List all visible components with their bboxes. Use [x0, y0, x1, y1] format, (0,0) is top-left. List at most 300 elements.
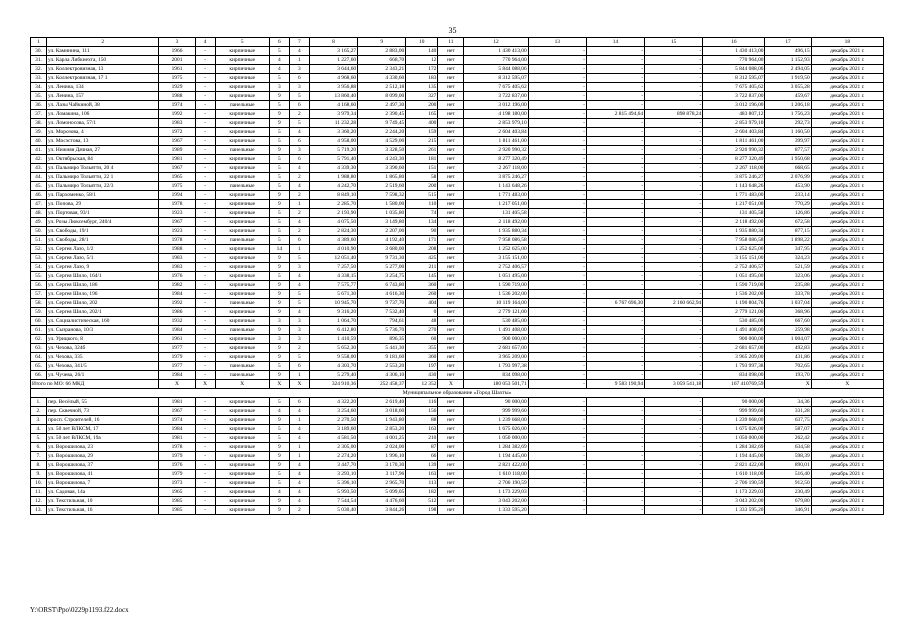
table-cell: - — [195, 398, 215, 407]
table-cell: 1 173 229,03 — [464, 488, 528, 497]
table-cell: ул. Карла Либкнехта, 150 — [47, 56, 159, 65]
table-cell: 2 267 118,00 — [703, 164, 765, 173]
table-cell: - — [528, 128, 586, 137]
table-cell: 702,65 — [765, 362, 811, 371]
table-cell: кирпичные — [215, 110, 269, 119]
table-cell: - — [195, 425, 215, 434]
table-cell: - — [645, 308, 703, 317]
table-cell: 1 771 483,00 — [703, 191, 765, 200]
table-cell: - — [586, 317, 644, 326]
table-cell: 3 844,26 — [358, 506, 406, 515]
table-cell: - — [195, 479, 215, 488]
table-cell: - — [645, 290, 703, 299]
table-cell: - — [528, 497, 586, 506]
table-cell: 10 — [406, 38, 438, 47]
table-cell: 430 — [406, 371, 438, 380]
table-cell: нет — [438, 164, 464, 173]
table-cell: 9 — [269, 299, 289, 308]
table-cell: 9 — [269, 110, 289, 119]
table-cell: панельные — [215, 101, 269, 110]
table-cell: нет — [438, 182, 464, 191]
table-cell: - — [195, 47, 215, 56]
table-cell: 770 964,00 — [703, 56, 765, 65]
table-cell: - — [586, 164, 644, 173]
table-cell: 1 996,10 — [358, 452, 406, 461]
table-cell: 4 192,40 — [358, 236, 406, 245]
table-cell: 1 050 000,00 — [703, 434, 765, 443]
table-cell: 4 — [289, 164, 309, 173]
table-row — [31, 254, 884, 263]
table-cell: - — [195, 110, 215, 119]
table-cell: X — [811, 380, 883, 389]
table-cell: ул. Ломакина, 106 — [47, 110, 159, 119]
table-cell: 39. — [31, 128, 47, 137]
table-cell: ул. Сергея Шило, 186 — [47, 281, 159, 290]
table-row — [31, 164, 884, 173]
table-cell: 0 — [406, 308, 438, 317]
table-cell: 74 — [406, 209, 438, 218]
table-cell: ул. Чехова, 335 — [47, 353, 159, 362]
table-cell: ул. Сергея Лазо, 1/2 — [47, 245, 159, 254]
table-cell: X — [195, 380, 215, 389]
table-cell: 34. — [31, 83, 47, 92]
municipal-section-header — [31, 389, 884, 398]
table-cell: кирпичные — [215, 74, 269, 83]
table-cell: - — [645, 335, 703, 344]
table-cell: 1 943,80 — [358, 416, 406, 425]
page-number: 35 — [448, 26, 457, 35]
table-cell: 9 731,30 — [358, 254, 406, 263]
table-cell: 4 338,15 — [309, 272, 357, 281]
table-cell: X — [215, 380, 269, 389]
table-cell: - — [586, 335, 644, 344]
table-cell: - — [586, 308, 644, 317]
table-cell: ул. Чучева, 26/1 — [47, 371, 159, 380]
table-cell: декабрь 2021 г. — [811, 461, 883, 470]
table-cell: 4 — [289, 407, 309, 416]
table-cell: 1929 — [159, 83, 195, 92]
table-cell: 9 — [269, 353, 289, 362]
table-cell: 45. — [31, 182, 47, 191]
table-cell: 2 193,90 — [309, 209, 357, 218]
table-row — [31, 299, 884, 308]
table-cell: 1 536 202,00 — [464, 290, 528, 299]
table-cell: нет — [438, 443, 464, 452]
table-cell: - — [528, 263, 586, 272]
table-cell: - — [528, 281, 586, 290]
table-cell: 3 012 196,00 — [703, 101, 765, 110]
table-cell: 32. — [31, 65, 47, 74]
table-cell: - — [645, 416, 703, 425]
table-cell: ул. Сергея Шило, 196 — [47, 290, 159, 299]
table-cell: - — [195, 335, 215, 344]
table-cell: 7 544,54 — [309, 497, 357, 506]
table-cell: 1 — [289, 452, 309, 461]
table-cell: 1984 — [159, 290, 195, 299]
table-cell: X — [289, 380, 309, 389]
table-cell: 9 — [269, 191, 289, 200]
table-cell: 60 — [406, 335, 438, 344]
table-cell: декабрь 2021 г. — [811, 254, 883, 263]
table-cell: 159 — [406, 128, 438, 137]
table-cell: - — [195, 245, 215, 254]
table-cell: 8 099,00 — [358, 92, 406, 101]
table-cell: нет — [438, 335, 464, 344]
table-row — [31, 236, 884, 245]
table-cell: 44. — [31, 173, 47, 182]
table-cell: 3 155 151,00 — [464, 254, 528, 263]
table-cell: кирпичные — [215, 353, 269, 362]
table-cell: 6 — [289, 362, 309, 371]
table-cell: декабрь 2021 г. — [811, 110, 883, 119]
table-cell: декабрь 2021 г. — [811, 245, 883, 254]
table-cell: декабрь 2021 г. — [811, 47, 883, 56]
table-cell: - — [195, 146, 215, 155]
table-cell: декабрь 2021 г. — [811, 74, 883, 83]
table-cell: 4 — [289, 218, 309, 227]
table-cell: декабрь 2021 г. — [811, 263, 883, 272]
table-row — [31, 416, 884, 425]
table-cell: нет — [438, 254, 464, 263]
table-cell: - — [586, 119, 644, 128]
table-cell: X — [438, 380, 464, 389]
table-cell: 9 — [269, 443, 289, 452]
table-cell: нет — [438, 317, 464, 326]
total-row — [31, 380, 884, 389]
table-cell: 3 254,60 — [309, 407, 357, 416]
table-cell: 5 652,30 — [309, 344, 357, 353]
table-cell: 43. — [31, 164, 47, 173]
table-cell: 1 580,00 — [358, 200, 406, 209]
table-cell: 1 410,59 — [309, 335, 357, 344]
table-cell: 1992 — [159, 299, 195, 308]
table-cell: кирпичные — [215, 263, 269, 272]
table-cell: - — [195, 155, 215, 164]
table-cell: 200 — [406, 101, 438, 110]
table-cell: - — [195, 443, 215, 452]
table-cell: 7. — [31, 452, 47, 461]
table-cell: 5 — [269, 137, 289, 146]
table-row — [31, 425, 884, 434]
table-cell: - — [645, 182, 703, 191]
table-cell: 181 — [406, 155, 438, 164]
table-cell: нет — [438, 308, 464, 317]
table-cell: 200 — [406, 182, 438, 191]
table-cell: 1983 — [159, 254, 195, 263]
table-cell: - — [645, 137, 703, 146]
table-cell: нет — [438, 227, 464, 236]
table-cell: 167 410769,59 — [703, 380, 765, 389]
table-cell: 61. — [31, 326, 47, 335]
table-cell: кирпичные — [215, 425, 269, 434]
table-cell: 5 — [269, 272, 289, 281]
table-cell: кирпичные — [215, 155, 269, 164]
table-cell: 1977 — [159, 362, 195, 371]
table-cell: нет — [438, 83, 464, 92]
table-cell: декабрь 2021 г. — [811, 506, 883, 515]
table-cell: 2 494,05 — [765, 65, 811, 74]
table-cell: панельные — [215, 236, 269, 245]
table-cell: 215 — [406, 137, 438, 146]
table-cell: ул. Нижняя Дачная, 27 — [47, 146, 159, 155]
table-cell: 1984 — [159, 326, 195, 335]
table-cell: - — [195, 173, 215, 182]
table-cell: 668,65 — [765, 164, 811, 173]
table-cell: ул. Сызранова, 10/3 — [47, 326, 159, 335]
table-cell: 3 360,20 — [309, 128, 357, 137]
table-cell: 1 935 880,34 — [464, 227, 528, 236]
table-cell: 1977 — [159, 344, 195, 353]
table-cell: 208 — [406, 245, 438, 254]
table-row — [31, 83, 884, 92]
table-cell: 890,01 — [765, 461, 811, 470]
table-cell: 431,86 — [765, 353, 811, 362]
table-cell: 9 — [269, 92, 289, 101]
table-cell: декабрь 2021 г. — [811, 434, 883, 443]
table-cell: кирпичные — [215, 443, 269, 452]
table-cell: нет — [438, 173, 464, 182]
table-cell: 400 — [406, 119, 438, 128]
table-cell: - — [528, 362, 586, 371]
table-cell: - — [195, 362, 215, 371]
table-cell: - — [586, 497, 644, 506]
table-row — [31, 65, 884, 74]
table-cell: - — [586, 272, 644, 281]
table-cell: кирпичные — [215, 245, 269, 254]
table-cell: 88 — [406, 416, 438, 425]
table-cell: X — [269, 380, 289, 389]
table-cell: - — [645, 92, 703, 101]
table-cell: 668,70 — [358, 56, 406, 65]
table-cell: - — [586, 65, 644, 74]
table-cell: нет — [438, 407, 464, 416]
table-cell: 31. — [31, 56, 47, 65]
table-cell: 1 152,93 — [765, 56, 811, 65]
table-cell: 1973 — [159, 479, 195, 488]
table-cell: нет — [438, 209, 464, 218]
table-cell: - — [586, 146, 644, 155]
table-cell: ул. Попова, 29 — [47, 200, 159, 209]
table-cell: - — [195, 92, 215, 101]
table-cell: 4 — [269, 65, 289, 74]
table-cell: - — [645, 506, 703, 515]
table-cell: нет — [438, 416, 464, 425]
table-cell: декабрь 2021 г. — [811, 290, 883, 299]
table-cell: 5 993,50 — [309, 488, 357, 497]
table-cell: 2 118 492,00 — [464, 218, 528, 227]
table-cell: 3 043 202,00 — [703, 497, 765, 506]
table-cell: 5 719,20 — [309, 146, 357, 155]
table-cell: 1 536 202,00 — [703, 290, 765, 299]
table-cell: декабрь 2021 г. — [811, 443, 883, 452]
table-row — [31, 182, 884, 191]
table-cell: 587,07 — [765, 425, 811, 434]
table-cell: 1 050 000,00 — [464, 434, 528, 443]
table-cell: 3 390,60 — [358, 164, 406, 173]
table-cell: нет — [438, 92, 464, 101]
table-cell: декабрь 2021 г. — [811, 335, 883, 344]
table-cell: - — [586, 227, 644, 236]
table-cell: декабрь 2021 г. — [811, 200, 883, 209]
table-cell: - — [645, 344, 703, 353]
table-cell: 770,29 — [765, 200, 811, 209]
table-cell: декабрь 2021 г. — [811, 497, 883, 506]
table-cell: 15 — [645, 38, 703, 47]
table-cell: нет — [438, 146, 464, 155]
table-cell: - — [528, 254, 586, 263]
table-row — [31, 227, 884, 236]
table-cell: 1 491 408,00 — [703, 326, 765, 335]
table-cell: 3 — [269, 317, 289, 326]
table-cell: 7 675 405,62 — [464, 83, 528, 92]
table-cell: 135 — [406, 83, 438, 92]
table-cell: - — [645, 245, 703, 254]
table-cell: ул. Коллектровизная, 13 — [47, 65, 159, 74]
table-cell: 4 243,30 — [358, 155, 406, 164]
table-cell: нет — [438, 326, 464, 335]
table-cell: 30. — [31, 47, 47, 56]
table-cell: 2 274,20 — [309, 452, 357, 461]
table-cell: ул. Пальмиро Тольятти, 22/3 — [47, 182, 159, 191]
table-cell: декабрь 2021 г. — [811, 479, 883, 488]
table-cell: 5 — [269, 74, 289, 83]
table-cell: 3 189,60 — [309, 425, 357, 434]
table-cell: - — [645, 254, 703, 263]
table-cell: 637,75 — [765, 416, 811, 425]
table-cell: - — [528, 425, 586, 434]
table-cell: 5 — [269, 182, 289, 191]
table-cell: 1 173 229,03 — [703, 488, 765, 497]
table-cell: 1932 — [159, 317, 195, 326]
table-cell: 667,60 — [765, 317, 811, 326]
table-cell: 9 — [269, 254, 289, 263]
table-cell: панельные — [215, 371, 269, 380]
table-cell: 515 — [406, 191, 438, 200]
table-cell: - — [528, 92, 586, 101]
table-cell: 134 — [406, 218, 438, 227]
table-row — [31, 443, 884, 452]
table-cell: 50. — [31, 227, 47, 236]
table-cell: 3 — [289, 65, 309, 74]
table-cell: - — [195, 236, 215, 245]
table-cell: 140 — [406, 47, 438, 56]
table-cell: нет — [438, 506, 464, 515]
table-cell: 877,57 — [765, 146, 811, 155]
table-cell: - — [645, 227, 703, 236]
table-cell: 1975 — [159, 74, 195, 83]
table-cell: 9 — [269, 452, 289, 461]
table-cell: - — [528, 101, 586, 110]
table-cell: 9 181,60 — [358, 353, 406, 362]
table-cell: 324,23 — [765, 254, 811, 263]
table-cell: кирпичные — [215, 281, 269, 290]
table-cell: - — [645, 128, 703, 137]
table-cell: 90 000,00 — [703, 398, 765, 407]
table-cell: - — [586, 443, 644, 452]
table-cell: панельные — [215, 182, 269, 191]
table-cell: 35. — [31, 92, 47, 101]
table-cell: 5 — [269, 173, 289, 182]
table-cell: 5 — [269, 128, 289, 137]
table-cell: - — [586, 344, 644, 353]
table-cell: 12 — [406, 56, 438, 65]
table-cell: 1978 — [159, 443, 195, 452]
table-cell: 1 590 719,00 — [464, 281, 528, 290]
table-cell: 4 330,60 — [358, 74, 406, 83]
table-cell: 2 — [289, 227, 309, 236]
table-cell: 34,36 — [765, 398, 811, 407]
table-cell: 11 232,28 — [309, 119, 357, 128]
table-cell: 2 270,50 — [309, 416, 357, 425]
table-cell: 230,49 — [765, 488, 811, 497]
table-cell: - — [195, 326, 215, 335]
table-row — [31, 317, 884, 326]
table-cell: 8. — [31, 461, 47, 470]
table-cell: 1 190 804,76 — [703, 299, 765, 308]
table-row — [31, 47, 884, 56]
table-cell: - — [586, 407, 644, 416]
table-cell: - — [586, 200, 644, 209]
table-cell: 7 532,40 — [358, 308, 406, 317]
table-cell: 8 849,10 — [309, 191, 357, 200]
table-cell: 3 979,34 — [309, 110, 357, 119]
table-cell: 1 — [289, 200, 309, 209]
table-cell: 10 119 164,00 — [464, 299, 528, 308]
table-cell: 1961 — [159, 65, 195, 74]
table-cell: 3 043 202,00 — [464, 497, 528, 506]
table-cell: 1975 — [159, 182, 195, 191]
table-cell: 4 168,60 — [309, 101, 357, 110]
table-cell: 12. — [31, 497, 47, 506]
table-cell: декабрь 2021 г. — [811, 83, 883, 92]
table-cell: 5 844 088,06 — [464, 65, 528, 74]
table-cell: 5. — [31, 434, 47, 443]
table-cell: декабрь 2021 г. — [811, 407, 883, 416]
table-row — [31, 56, 884, 65]
table-cell: 1 — [31, 38, 47, 47]
table-cell: 4 075,50 — [309, 218, 357, 227]
table-cell: Муниципальное образование «Город Шахты» — [31, 389, 884, 398]
table-cell: - — [195, 434, 215, 443]
table-cell: пер. Весёлый, 55 — [47, 398, 159, 407]
table-cell: кирпичные — [215, 191, 269, 200]
table-cell: кирпичные — [215, 461, 269, 470]
table-cell: 1965 — [159, 488, 195, 497]
table-cell: - — [645, 488, 703, 497]
table-row — [31, 272, 884, 281]
table-cell: - — [586, 506, 644, 515]
table-cell: - — [528, 119, 586, 128]
table-cell: - — [528, 56, 586, 65]
table-cell: ул. Ворошилова, 37 — [47, 461, 159, 470]
table-cell: - — [645, 407, 703, 416]
table-cell: нет — [438, 299, 464, 308]
table-row — [31, 326, 884, 335]
table-cell: 4 — [289, 434, 309, 443]
table-cell: 13 — [528, 38, 586, 47]
table-row — [31, 155, 884, 164]
table-cell: 3 293,10 — [309, 470, 357, 479]
table-cell: - — [528, 74, 586, 83]
table-cell: 8 312 595,07 — [703, 74, 765, 83]
table-cell: - — [195, 497, 215, 506]
table-row — [31, 218, 884, 227]
table-cell: - — [195, 290, 215, 299]
table-cell: - — [586, 74, 644, 83]
table-cell: 3 117,96 — [358, 470, 406, 479]
table-cell: 4. — [31, 425, 47, 434]
table-cell: кирпичные — [215, 317, 269, 326]
